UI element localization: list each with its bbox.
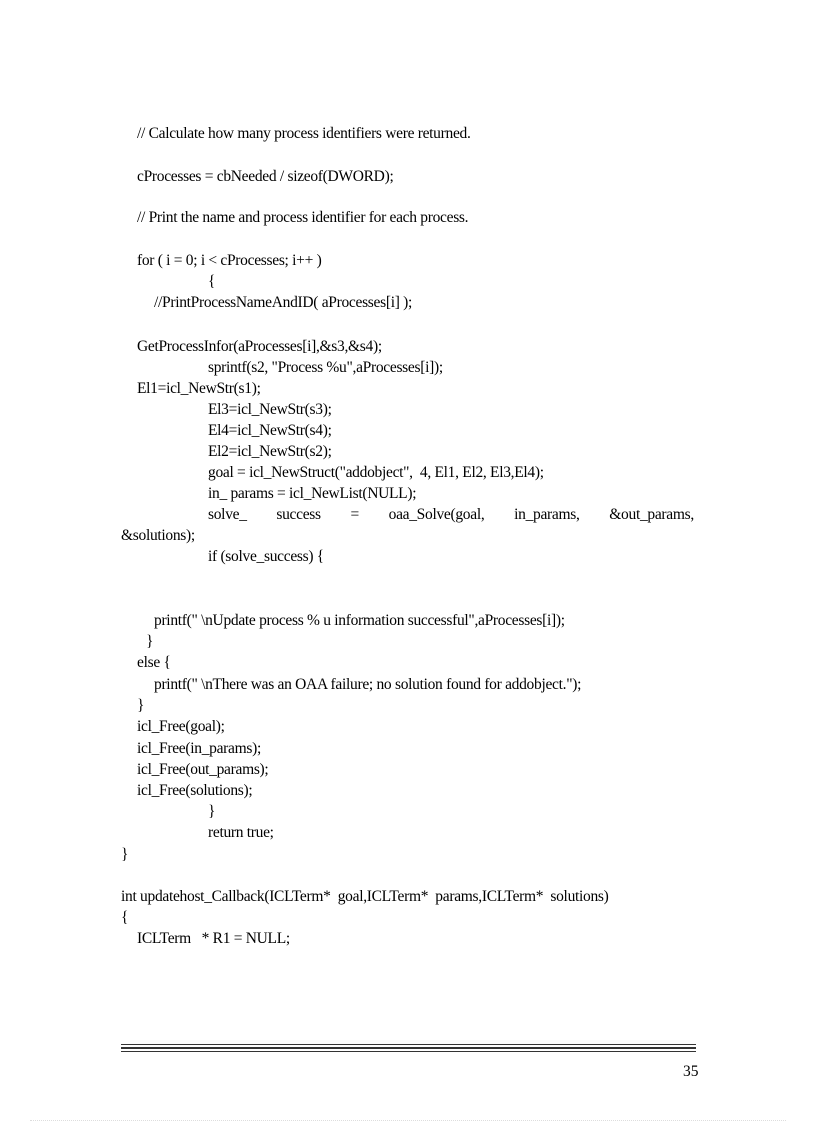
code-line: icl_Free(goal); bbox=[137, 718, 225, 735]
code-comment: // Print the name and process identifier for each process. bbox=[137, 209, 469, 226]
code-line: int updatehost_Callback(ICLTerm* goal,ICLTerm* params,ICLTerm* solutions) bbox=[121, 888, 609, 905]
code-line: printf(" \nUpdate process % u information successful",aProcesses[i]); bbox=[154, 612, 565, 629]
code-line: El3=icl_NewStr(s3); bbox=[208, 401, 332, 418]
code-line: icl_Free(out_params); bbox=[137, 761, 269, 778]
code-line: printf(" \nThere was an OAA failure; no solution found for addobject."); bbox=[154, 676, 582, 693]
code-line-justified bbox=[208, 505, 694, 525]
code-line: } bbox=[121, 846, 129, 863]
code-line: icl_Free(in_params); bbox=[137, 740, 261, 757]
code-line: El1=icl_NewStr(s1); bbox=[137, 380, 261, 397]
footer-rule bbox=[121, 1047, 696, 1049]
code-comment: //PrintProcessNameAndID( aProcesses[i] ); bbox=[154, 294, 413, 311]
code-line: El2=icl_NewStr(s2); bbox=[208, 443, 332, 460]
page-bottom-border bbox=[30, 1120, 786, 1121]
code-token: in_params, bbox=[514, 506, 580, 523]
code-line: } bbox=[146, 633, 154, 650]
code-line: in_ params = icl_NewList(NULL); bbox=[208, 485, 417, 502]
code-line: if (solve_success) { bbox=[208, 548, 324, 565]
code-line: { bbox=[208, 273, 216, 290]
code-line: else { bbox=[137, 654, 171, 671]
code-token: success bbox=[276, 506, 321, 523]
code-line: goal = icl_NewStruct("addobject", 4, El1, El2, El3,El4); bbox=[208, 464, 544, 481]
code-line: ICLTerm * R1 = NULL; bbox=[137, 930, 290, 947]
page-number: 35 bbox=[683, 1063, 699, 1080]
code-token: oaa_Solve(goal, bbox=[388, 506, 485, 523]
code-line: cProcesses = cbNeeded / sizeof(DWORD); bbox=[137, 168, 394, 185]
footer-rule bbox=[121, 1044, 696, 1045]
code-token: solve_ bbox=[208, 506, 247, 523]
code-line: for ( i = 0; i < cProcesses; i++ ) bbox=[137, 252, 322, 269]
code-line: } bbox=[137, 697, 145, 714]
code-comment: // Calculate how many process identifiers were returned. bbox=[137, 125, 471, 142]
code-line: El4=icl_NewStr(s4); bbox=[208, 422, 332, 439]
code-token: &out_params, bbox=[609, 506, 694, 523]
code-line: { bbox=[121, 909, 129, 926]
code-line: GetProcessInfor(aProcesses[i],&s3,&s4); bbox=[137, 338, 382, 355]
code-line: return true; bbox=[208, 824, 274, 841]
code-line: &solutions); bbox=[121, 527, 195, 544]
code-line: icl_Free(solutions); bbox=[137, 782, 253, 799]
code-line: sprintf(s2, "Process %u",aProcesses[i]); bbox=[208, 359, 443, 376]
code-line: } bbox=[208, 803, 216, 820]
footer-rule bbox=[121, 1051, 696, 1052]
code-token: = bbox=[350, 506, 359, 523]
